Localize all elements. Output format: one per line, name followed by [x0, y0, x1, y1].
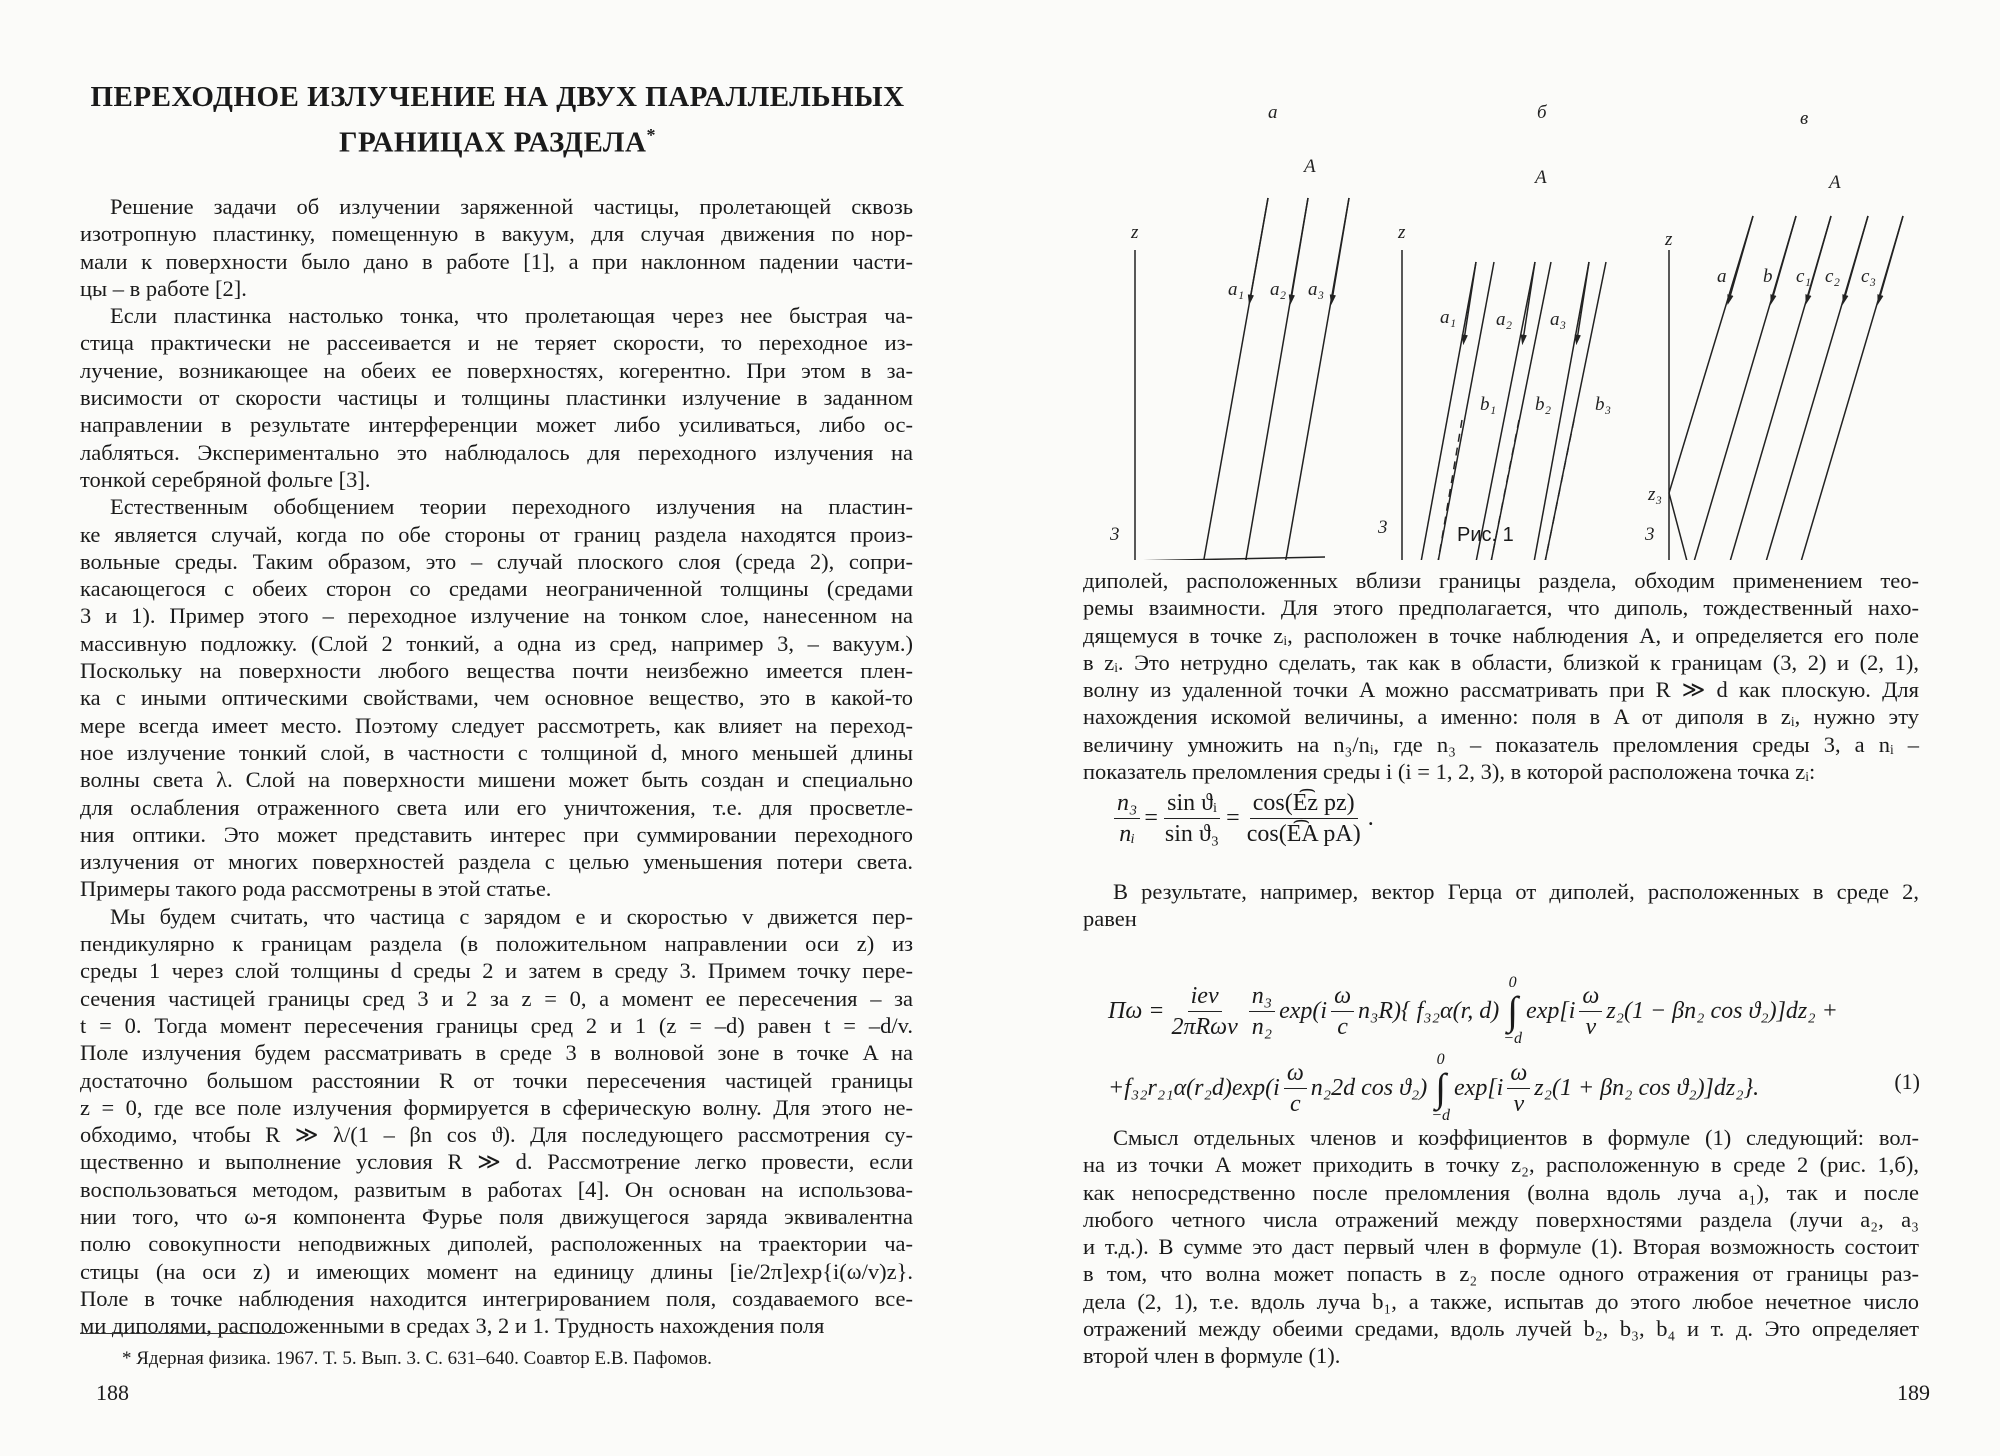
text-line: ное излучение тонкий слой, в частности с толщиной d, много меньшей длины [80, 739, 913, 765]
ray-label: a₁ [1228, 279, 1245, 300]
formula-term: ω [1507, 1058, 1530, 1089]
formula-term: cos(E͡z pz) [1250, 788, 1358, 819]
title-line-2: ГРАНИЦАХ РАЗДЕЛА [339, 126, 647, 159]
text-line: излучения от многих поверхностей раздела с целью уменьшения потери света. [80, 849, 913, 875]
right-body-text-3 [1083, 1124, 1919, 1370]
formula-term: c [1289, 1090, 1301, 1117]
formula-main-line-1 [1108, 975, 1838, 1047]
text-line: массивную подложку. (Слой 2 тонкий, а одна из сред, например 3, – вакуум.) [80, 630, 913, 656]
text-line: лабляться. Экспериментально это наблюдалось для переходного излучения на [80, 439, 913, 465]
formula-term: nᵢ [1119, 821, 1136, 847]
text-line: второй член в формуле (1). [1083, 1343, 1341, 1369]
text-line: 3 и 1). Пример этого – переходное излучение на тонком слое, нанесенном на [80, 603, 913, 629]
text-line: дящемуся в точке zᵢ, расположен в точке наблюдения A, и определяется его поле [1083, 622, 1919, 648]
text-line: тонкой серебряной фольге [3]. [80, 466, 371, 492]
axis-z-label: z [1398, 222, 1406, 243]
ray-label: b₂ [1535, 394, 1552, 415]
point-a-label: A [1304, 156, 1316, 177]
ray-label: c₁ [1796, 266, 1812, 287]
text-line: Поскольку на поверхности любого вещества почти неизбежно имеется плен- [80, 658, 913, 684]
text-line: любого четного числа отражений между поверхностями раздела (лучи a₂, a₃ [1083, 1206, 1919, 1232]
medium-3-label: 3 [1645, 524, 1655, 545]
text-line: на из точки A может приходить в точку z₂, расположенную в среде 2 (рис. 1,б), [1083, 1152, 1919, 1178]
formula-term: n₂2d cos ϑ₂) [1310, 1074, 1428, 1101]
text-line: отражений между обеими средами, вдоль лучей b₂, b₃, b₄ и т. д. Это определяет [1083, 1316, 1919, 1342]
panel-c-diagram [1616, 216, 1903, 560]
text-line: сечения частицей границы сред 3 и 2 за z = 0, а момент ее пересечения – за [80, 985, 913, 1011]
ray-label: b₃ [1595, 394, 1612, 415]
text-line: для ослабления отраженного света или его уничтожения, т.е. для просветле- [80, 794, 913, 820]
integral-sign: ∫ [1435, 1065, 1447, 1110]
formula-ratio [1110, 788, 1374, 849]
text-line: направлении в результате интерференции может либо усиливаться, либо ос- [80, 412, 913, 438]
panel-b-diagram [1347, 250, 1606, 560]
text-line: t = 0. Тогда момент пересечения границы сред 2 и 1 (z = –d) равен t = –d/v. [80, 1012, 913, 1038]
ray-label: c₃ [1861, 266, 1877, 287]
panel-label-c: в [1800, 108, 1809, 129]
text-line: как непосредственно после преломления (волна вдоль луча a₁), так и после [1083, 1179, 1919, 1205]
formula-term: c [1337, 1013, 1348, 1040]
text-line: стицы (на оси z) и имеющих момент на единицу длины [ie/2π]exp{i(ω/v)z}. [80, 1258, 913, 1284]
figure-caption: Рис. 1 [1457, 524, 1514, 546]
formula-term: n₃ [1114, 788, 1140, 819]
medium-3-label: 3 [1110, 524, 1120, 545]
equation-number: (1) [1894, 1069, 1920, 1094]
text-line: показатель преломления среды i (i = 1, 2, 3), в которой расположена точка zᵢ: [1083, 759, 1816, 785]
footnote-mark: * [646, 125, 656, 145]
text-line: Поле в точке наблюдения находится интегрированием поля, создаваемого все- [80, 1285, 913, 1311]
text-line: щественно и выполнение условия R ≫ d. Рассмотрение легко провести, если [80, 1149, 913, 1175]
panel-a-diagram [1082, 198, 1349, 560]
text-line: лучение, возникающее на обеих ее поверхностях, когерентно. При этом в за- [80, 357, 913, 383]
text-line: ния оптики. Это может представить интерес при суммировании переходного [80, 821, 913, 847]
formula-term: z₂(1 − βn₂ cos ϑ₂)]dz₂ + [1606, 997, 1838, 1024]
formula-term: ω [1579, 981, 1602, 1012]
ray-label: c₂ [1825, 266, 1841, 287]
title-line-1: ПЕРЕХОДНОЕ ИЗЛУЧЕНИЕ НА ДВУХ ПАРАЛЛЕЛЬНЫХ [90, 81, 905, 113]
text-line: стица практически не рассеивается и не теряет скорости, то переходное из- [80, 330, 913, 356]
text-line: висимости от скорости частицы и толщины пластинки излучение в заданном [80, 385, 913, 411]
ray-label: a₃ [1308, 279, 1325, 300]
text-line: z = 0, где все поле излучения формируется в сферическую волну. Для этого не- [80, 1094, 913, 1120]
point-a-label: A [1829, 172, 1841, 193]
formula-term: = [1226, 805, 1240, 831]
formula-term: Πω = [1108, 997, 1165, 1024]
text-line: в том, что волна может попасть в z₂ после одного отражения от границы раз- [1083, 1261, 1919, 1287]
text-line: среды 1 через слой толщины d среды 2 и затем в среду 3. Примем точку пере- [80, 958, 913, 984]
formula-term: 2πRωv [1171, 1013, 1238, 1040]
text-line: мере всегда имеет место. Поэтому следует рассмотреть, как влияет на переход- [80, 712, 913, 738]
formula-term: = [1144, 805, 1158, 831]
text-line: обходимо, чтобы R ≫ λ/(1 – βn cos ϑ). Для последующего рассмотрения су- [80, 1122, 913, 1148]
figure-1 [1000, 0, 2000, 560]
text-line: изотропную пластинку, помещенную в вакуум, для случая движения по нор- [80, 221, 913, 247]
right-body-text-1 [1083, 567, 1919, 785]
footnote-divider [80, 1333, 285, 1334]
formula-term: n₃ [1249, 981, 1275, 1012]
ray-label: a₁ [1440, 307, 1457, 328]
axis-z-label: z [1665, 229, 1673, 250]
text-line: ми диполями, расположенными в средах 3, 2 и 1. Трудность нахождения поля [80, 1313, 825, 1339]
text-line: нии того, что ω-я компонента Фурье поля движущегося заряда эквивалентна [80, 1203, 913, 1229]
point-a-label: A [1535, 167, 1547, 188]
text-line: Решение задачи об излучении заряженной частицы, пролетающей сквозь [110, 194, 913, 219]
text-line: вольные среды. Таким образом, это – случай плоского слоя (среда 2), сопри- [80, 548, 913, 574]
ray-label: a₂ [1270, 279, 1287, 300]
text-line: касающегося с обеих сторон со средами неограниченной толщины (средами [80, 576, 913, 602]
formula-term: v [1585, 1013, 1597, 1040]
text-line: равен [1083, 906, 1137, 932]
formula-term: ω [1284, 1058, 1307, 1089]
text-line: диполей, расположенных вблизи границы раздела, обходим применением тео- [1083, 568, 1919, 593]
formula-term: +f₃₂r₂₁α(r₂d)exp(i [1108, 1074, 1280, 1101]
panel-label-a: а [1268, 102, 1278, 123]
formula-term: cos(E͡A pA) [1246, 821, 1361, 847]
footnote: * Ядерная физика. 1967. Т. 5. Вып. 3. С. 631–640. Соавтор Е.В. Пафомов. [122, 1348, 712, 1369]
ray-label: a₃ [1550, 309, 1567, 330]
text-line: пендикулярно к границам раздела (в положительном направлении оси z) из [80, 931, 913, 957]
text-line: волны света λ. Слой на поверхности мишени может быть создан и специально [80, 767, 913, 793]
formula-term: ieν [1188, 981, 1222, 1012]
text-line: и т.д.). В сумме это даст первый член в формуле (1). Вторая возможность состоит [1083, 1234, 1919, 1260]
text-line: в zᵢ. Это нетрудно сделать, так как в области, близкой к границам (3, 2) и (2, 1), [1083, 649, 1919, 675]
formula-term: exp[i [1526, 997, 1576, 1024]
text-line: мали к поверхности было дано в работе [1], а при наклонном падении части- [80, 248, 913, 274]
right-page [1000, 0, 2000, 1456]
article-title [80, 78, 915, 162]
text-line: Мы будем считать, что частица с зарядом e и скоростью v движется пер- [110, 903, 913, 929]
formula-term: −d [1503, 1030, 1523, 1047]
panel-label-b: б [1537, 102, 1547, 123]
formula-term: 0 [1436, 1051, 1445, 1068]
text-line: нахождения искомой величины, а именно: поля в A от диполя в zᵢ, нужно эту [1083, 704, 1919, 730]
integral-sign: ∫ [1507, 988, 1519, 1033]
page-number-right: 189 [1897, 1380, 1930, 1405]
right-body-text-2 [1083, 878, 1919, 933]
formula-term: 0 [1508, 974, 1517, 991]
text-line: величину умножить на n₃/nᵢ, где n₃ – показатель преломления среды 3, а nᵢ – [1083, 731, 1919, 757]
text-line: цы – в работе [2]. [80, 275, 247, 301]
text-line: ремы взаимности. Для этого предполагается, что диполь, тождественный нахо- [1083, 595, 1919, 621]
text-line: Поле излучения будем рассматривать в среде 3 в волновой зоне в точке A на [80, 1040, 913, 1066]
text-line: Естественным обобщением теории переходного излучения на пластин- [110, 494, 913, 520]
text-line: воспользоваться методом, развитым в работах [4]. Он основан на использова- [80, 1176, 913, 1202]
formula-term: exp[i [1454, 1074, 1504, 1101]
formula-term: −d [1431, 1107, 1451, 1124]
medium-3-label: 3 [1378, 517, 1388, 538]
page-number-left: 188 [96, 1380, 129, 1405]
formula-term: ω [1331, 981, 1354, 1012]
ray-label: b₁ [1480, 394, 1497, 415]
text-line: Смысл отдельных членов и коэффициентов в формуле (1) следующий: вол- [1113, 1125, 1919, 1150]
text-line: волну из удаленной точки A можно рассматривать при R ≫ d как плоскую. Для [1083, 677, 1919, 703]
formula-term: z₂(1 + βn₂ cos ϑ₂)]dz₂}. [1534, 1074, 1760, 1101]
text-line: В результате, например, вектор Герца от диполей, расположенных в среде 2, [1113, 879, 1919, 904]
formula-term: v [1513, 1090, 1525, 1117]
text-line: Если пластинка настолько тонка, что пролетающая через нее быстрая ча- [110, 303, 913, 329]
ray-label: b [1763, 266, 1773, 287]
left-body-text [80, 193, 913, 1339]
text-line: достаточно большом расстоянии R от точки пересечения частицей границы [80, 1067, 913, 1093]
text-line: ке является случай, когда по обе стороны от границ раздела находятся произ- [80, 521, 913, 547]
formula-term: . [1367, 805, 1374, 831]
formula-term: n₂ [1251, 1013, 1273, 1040]
axis-z-label: z [1131, 222, 1139, 243]
formula-main-line-2 [1108, 1052, 1759, 1124]
point-z3-label: z₃ [1648, 484, 1662, 505]
ray-label: a [1717, 266, 1727, 287]
formula-term: sin ϑ₃ [1164, 821, 1220, 847]
text-line: ка с иными оптическими свойствами, чем основное вещество, это в какой-то [80, 685, 913, 711]
ray-label: a₂ [1496, 309, 1513, 330]
formula-term: exp(i [1279, 997, 1328, 1024]
formula-term: sin ϑᵢ [1164, 788, 1220, 819]
formula-term: n₃R){ f₃₂α(r, d) [1358, 997, 1500, 1024]
text-line: Примеры такого рода рассмотрены в этой статье. [80, 876, 552, 902]
text-line: полю совокупности неподвижных диполей, расположенных на траектории ча- [80, 1231, 913, 1257]
text-line: дела (2, 1), т.е. вдоль луча b₁, а также, испытав до этого любое нечетное число [1083, 1288, 1919, 1314]
